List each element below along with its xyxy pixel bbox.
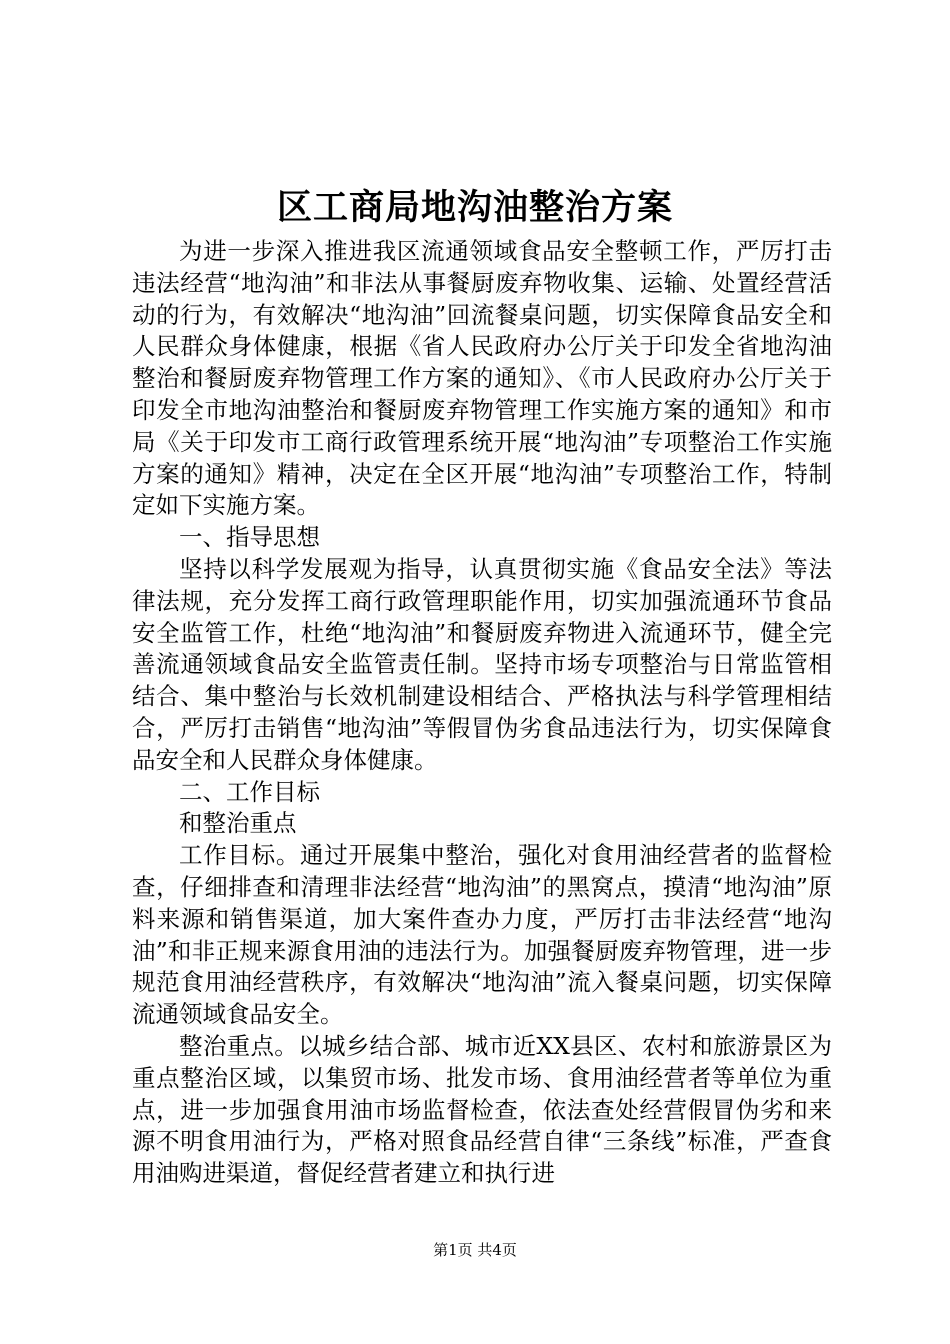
- paragraph-intro: 为进一步深入推进我区流通领域食品安全整顿工作，严厉打击违法经营“地沟油”和非法从事餐厨废弃物收集、运输、处置经营活动的行为，有效解决“地沟油”回流餐桌问题，切实保障食品安全和人民群众身体健康，根据《省人民政府办公厅关于印发全省地沟油整治和餐厨废弃物管理工作方案的通知》、《市人民政府办公厅关于印发全市地沟油整治和餐厨废弃物管理工作实施方案的通知》和市局《关于印发市工商行政管理系统开展“地沟油”专项整治工作实施方案的通知》精神，决定在全区开展“地沟油”专项整治工作，特制定如下实施方案。: [132, 237, 832, 520]
- paragraph-work-goals: 工作目标。通过开展集中整治，强化对食用油经营者的监督检查，仔细排查和清理非法经营“地沟油”的黑窝点，摸清“地沟油”原料来源和销售渠道，加大案件查办力度，严厉打击非法经营“地沟油”和非正规来源食用油的违法行为。加强餐厨废弃物管理，进一步规范食用油经营秩序，有效解决“地沟油”流入餐桌问题，切实保障流通领域食品安全。: [132, 841, 832, 1029]
- document-title: 区工商局地沟油整治方案: [276, 187, 673, 228]
- section-heading-continuation: 和整治重点: [179, 809, 297, 838]
- section-heading-work-goals: 二、工作目标: [179, 777, 320, 806]
- section-heading-guiding-thought: 一、指导思想: [179, 523, 320, 552]
- document-body: [132, 236, 832, 1190]
- paragraph-guiding-thought: 坚持以科学发展观为指导，认真贯彻实施《食品安全法》等法律法规，充分发挥工商行政管理职能作用，切实加强流通环节食品安全监管工作，杜绝“地沟油”和餐厨废弃物进入流通环节，健全完善流通领域食品安全监管责任制。坚持市场专项整治与日常监管相结合、集中整治与长效机制建设相结合、严格执法与科学管理相结合，严厉打击销售“地沟油”等假冒伪劣食品违法行为，切实保障食品安全和人民群众身体健康。: [132, 554, 832, 774]
- page-footer: 第1页 共4页: [433, 1241, 517, 1259]
- paragraph-rectification-focus: 整治重点。以城乡结合部、城市近XX县区、农村和旅游景区为重点整治区域，以集贸市场、批发市场、食用油经营者等单位为重点，进一步加强食用油市场监督检查，依法查处经营假冒伪劣和来源不明食用油行为，严格对照食品经营自律“三条线”标准，严查食用油购进渠道，督促经营者建立和执行进: [132, 1031, 832, 1188]
